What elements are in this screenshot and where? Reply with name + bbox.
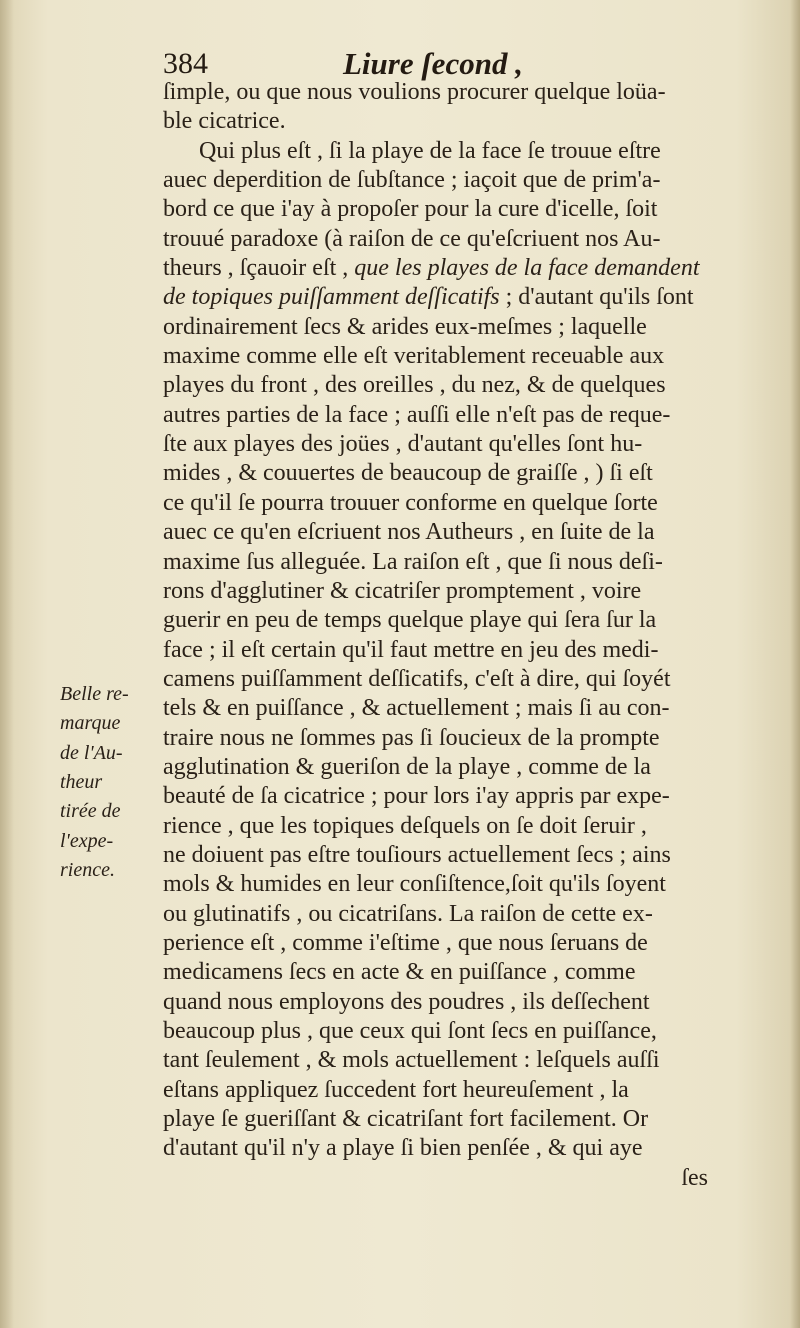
text-line <box>163 283 728 312</box>
text-line: guerir en peu de temps quelque playe qui ſera ſur la <box>163 607 657 634</box>
text-line: tant ſeulement , & mols actuellement : leſquels auſſi <box>163 1047 660 1074</box>
text-line: mols & humides en leur conſiſtence,ſoit qu'ils ſoyent <box>163 871 666 898</box>
margin-note-line: de l'Au- <box>60 741 123 764</box>
text-fragment: theurs , ſçauoir eſt , <box>163 255 355 282</box>
margin-note-line: theur <box>60 771 103 794</box>
gutter-shadow <box>0 0 14 1328</box>
margin-note <box>60 680 158 885</box>
text-line: autres parties de la face ; auſſi elle n'eſt pas de reque- <box>163 401 671 428</box>
body-text <box>163 78 728 1193</box>
italic-quote: que les playes de la face demandent <box>354 255 700 282</box>
text-line: playe ſe gueriſſant & cicatriſant fort facilement. Or <box>163 1106 649 1133</box>
text-line: ce qu'il ſe pourra trouuer conforme en quelque ſorte <box>163 489 658 516</box>
text-line <box>163 254 728 283</box>
text-line: agglutination & gueriſon de la playe , comme de la <box>163 753 651 780</box>
text-line: medicamens ſecs en acte & en puiſſance , comme <box>163 959 636 986</box>
text-line: auec deperdition de ſubſtance ; iaçoit que de prim'a- <box>163 167 661 194</box>
text-line: beauté de ſa cicatrice ; pour lors i'ay appris par expe- <box>163 783 670 810</box>
text-line: eſtans appliquez ſuccedent fort heureuſement , la <box>163 1076 629 1103</box>
italic-quote: de topiques puiſſamment deſſicatifs <box>163 284 500 311</box>
text-line: rience , que les topiques deſquels on ſe doit ſeruir , <box>163 812 647 839</box>
text-line: perience eſt , comme i'eſtime , que nous ſeruans de <box>163 929 648 956</box>
text-line: ordinairement ſecs & arides eux-meſmes ; laquelle <box>163 313 647 340</box>
text-line: mides , & couuertes de beaucoup de graiſſe , ) ſi eſt <box>163 460 653 487</box>
text-line: ou glutinatifs , ou cicatriſans. La raiſon de cette ex- <box>163 900 653 927</box>
text-line: ble cicatrice. <box>163 108 286 135</box>
text-line: beaucoup plus , que ceux qui ſont ſecs en puiſſance, <box>163 1018 657 1044</box>
margin-note-line: tirée de <box>60 800 121 823</box>
text-line: face ; il eſt certain qu'il faut mettre en jeu des medi- <box>163 636 659 663</box>
text-line: trouué paradoxe (à raiſon de ce qu'eſcriuent nos Au- <box>163 225 661 252</box>
text-line: playes du front , des oreilles , du nez, & de quelques <box>163 372 666 399</box>
text-line: ſimple, ou que nous voulions procurer quelque loüa- <box>163 79 666 105</box>
catchword: ſes <box>681 1164 708 1191</box>
running-head: Liure ſecond , <box>343 46 523 81</box>
margin-note-line: marque <box>60 712 121 735</box>
margin-note-line: rience. <box>60 859 115 882</box>
text-line: quand nous employons des poudres , ils deſſechent <box>163 988 650 1015</box>
text-line: Qui plus eſt , ſi la playe de la face ſe trouue eſtre <box>199 137 661 164</box>
text-line: d'autant qu'il n'y a playe ſi bien penſée , & qui aye <box>163 1135 643 1162</box>
page-number: 384 <box>163 47 208 80</box>
text-line: maxime ſus alleguée. La raiſon eſt , que ſi nous deſi- <box>163 548 663 575</box>
margin-note-line: Belle re- <box>60 683 129 705</box>
page-edge <box>790 0 800 1328</box>
text-line: bord ce que i'ay à propoſer pour la cure d'icelle, ſoit <box>163 196 658 223</box>
text-line: ſte aux playes des joües , d'autant qu'elles ſont hu- <box>163 431 643 458</box>
text-line: rons d'agglutiner & cicatriſer promptement , voire <box>163 577 642 604</box>
text-line: auec ce qu'en eſcriuent nos Autheurs , en ſuite de la <box>163 519 655 546</box>
text-line: ne doiuent pas eſtre touſiours actuellement ſecs ; ains <box>163 841 671 868</box>
text-line: camens puiſſamment deſſicatifs, c'eſt à dire, qui ſoyét <box>163 665 671 692</box>
margin-note-line: l'expe- <box>60 829 114 852</box>
text-fragment: ; d'autant qu'ils ſont <box>499 284 694 311</box>
text-line: tels & en puiſſance , & actuellement ; mais ſi au con- <box>163 695 670 722</box>
text-line: maxime comme elle eſt veritablement receuable aux <box>163 343 665 370</box>
text-line: traire nous ne ſommes pas ſi ſoucieux de la prompte <box>163 724 660 751</box>
